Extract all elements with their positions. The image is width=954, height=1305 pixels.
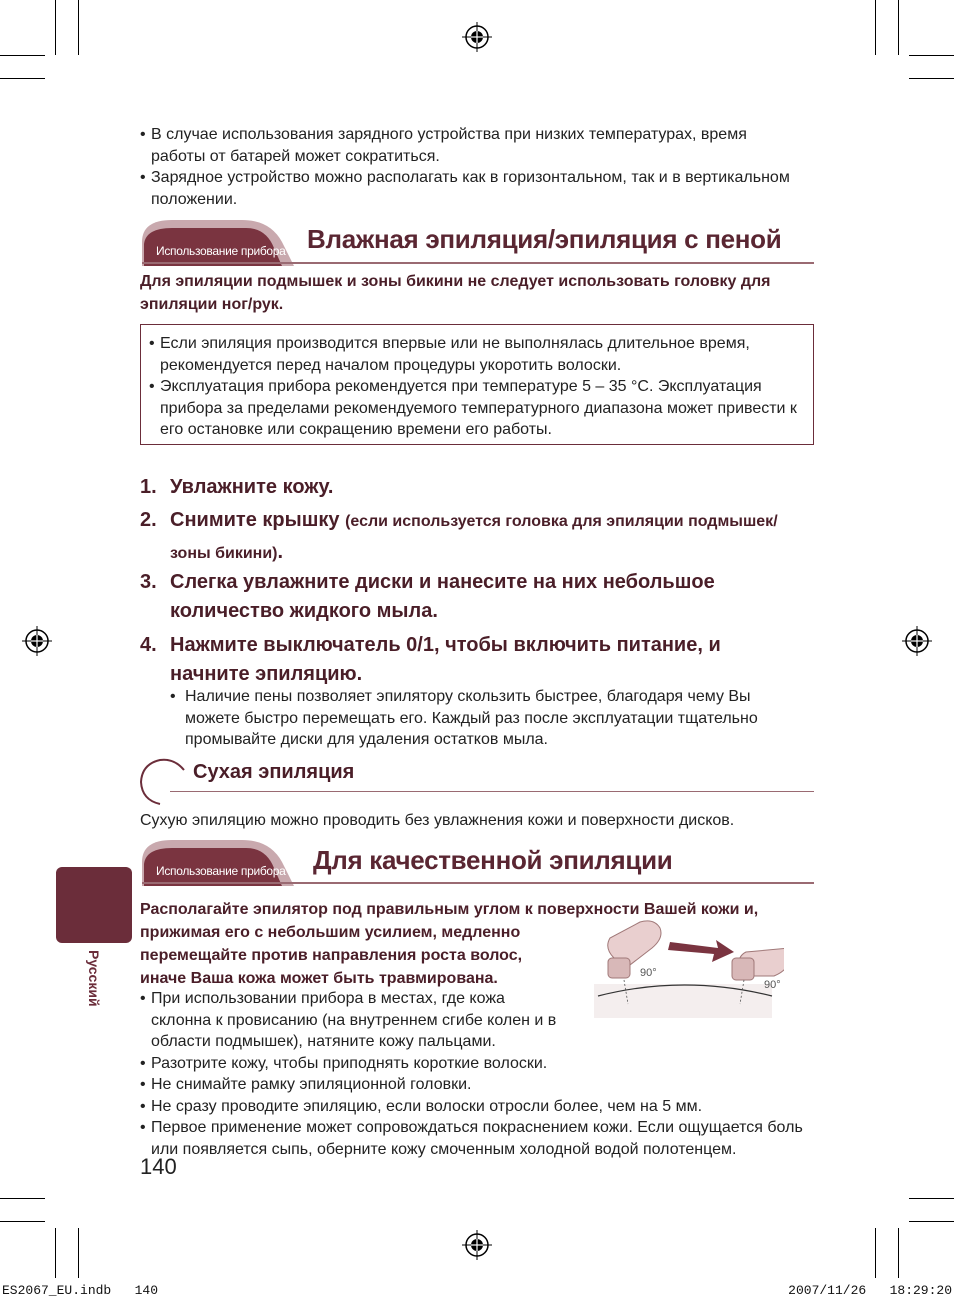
section-rule (142, 882, 814, 884)
page-number: 140 (140, 1154, 177, 1179)
registration-mark-icon (462, 1230, 492, 1260)
list-item: • Разотрите кожу, чтобы приподнять короткие волоски. (140, 1054, 548, 1072)
angle-label-left: 90° (640, 967, 657, 979)
registration-mark-icon (22, 626, 52, 656)
dry-section-icon (138, 758, 188, 806)
notice-box (140, 324, 814, 445)
dry-rule (170, 791, 814, 792)
step-3: 3. Слегка увлажните диски и нанесите на них небольшое количество жидкого мыла. (140, 571, 715, 622)
angle-label-right: 90° (764, 979, 781, 991)
list-item: • При использовании прибора в местах, где кожа склонна к провисанию (на внутреннем сгибе колен и в области подмышек), натяните кожу пальцами. (140, 990, 557, 1050)
footer-file: ES2067_EU.indb 140 (2, 1283, 159, 1298)
footer-date: 2007/11/26 18:29:20 (788, 1283, 952, 1298)
list-item: • Не сразу проводите эпиляцию, если волоски отросли более, чем на 5 мм. (140, 1097, 703, 1115)
warning-text: Для эпиляции подмышек и зоны бикини не следует использовать головку для эпиляции ног/рук. (140, 273, 771, 313)
tab-shape (142, 838, 302, 886)
step-2: 2. Снимите крышку (если используется головка для эпиляции подмышек/зоны бикини). (140, 509, 778, 563)
step-4-note (170, 686, 800, 751)
tab-shape (142, 218, 302, 266)
step-4: 4. Нажмите выключатель 0/1, чтобы включить питание, и начните эпиляцию. (140, 634, 721, 685)
list-item: • Зарядное устройство можно располагать как в горизонтальном, так и в вертикальном положении. (140, 169, 790, 208)
section-title: Влажная эпиляция/эпиляция с пеной (307, 224, 782, 254)
dry-section-text: Сухую эпиляцию можно проводить без увлажнения кожи и поверхности дисков. (140, 812, 735, 829)
technique-lead: Располагайте эпилятор под правильным углом к поверхности Вашей кожи и, прижимая его с небольшим усилием, медленно перемещайте против направления роста волос, иначе Ваша кожа может быть травмирована. (140, 901, 759, 987)
registration-mark-icon (902, 626, 932, 656)
epilator-angle-illustration (594, 918, 784, 1020)
registration-mark-icon (462, 22, 492, 52)
dry-section-title: Сухая эпиляция (193, 761, 355, 783)
language-side-tab (56, 867, 132, 943)
step-1: 1. Увлажните кожу. (140, 476, 334, 498)
list-item: • Первое применение может сопровождаться покраснением кожи. Если ощущается боль или появляется сыпь, оберните кожу смоченным холодной водой полотенцем. (140, 1119, 803, 1158)
section-title: Для качественной эпиляции (313, 845, 673, 875)
intro-bullets (140, 124, 800, 210)
list-item: • В случае использования зарядного устройства при низких температурах, время работы от батарей может сократиться. (140, 126, 747, 165)
section-tab: Использование прибора (142, 838, 302, 882)
language-label: Русский (86, 950, 102, 1007)
section-rule (142, 262, 814, 264)
list-item: • Не снимайте рамку эпиляционной головки. (140, 1076, 472, 1093)
list-item: • Наличие пены позволяет эпилятору скользить быстрее, благодаря чему Вы можете быстро перемещать его. Каждый раз после эксплуатации тщательно промывайте диски для удаления остатков мыла. (170, 688, 758, 748)
list-item: • Если эпиляция производится впервые или не выполнялась длительное время, рекомендуется перед началом процедуры укоротить волоски. (149, 335, 750, 374)
list-item: • Эксплуатация прибора рекомендуется при температуре 5 – 35 °C. Эксплуатация прибора за пределами рекомендуемого температурного диапазона может привести к его остановке или сокращению времени его работы. (149, 378, 797, 438)
section-tab: Использование прибора (142, 218, 302, 262)
